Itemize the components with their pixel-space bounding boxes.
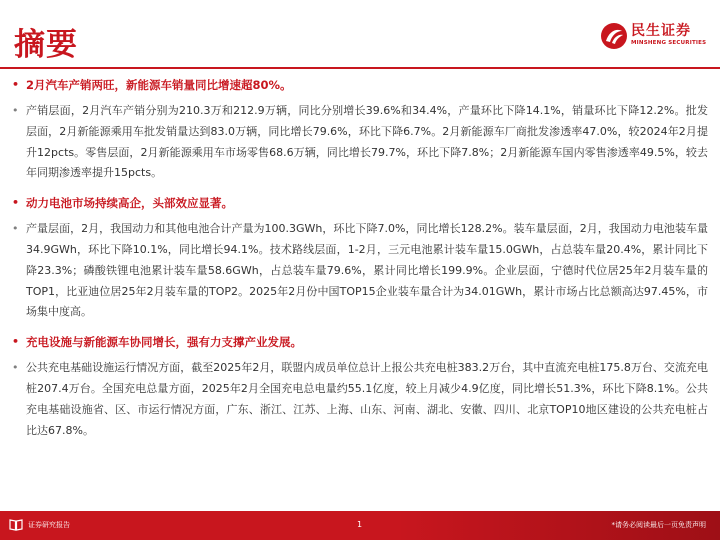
section-heading-charging [12,332,708,352]
body-text: 产量层面，2月，我国动力和其他电池合计产量为100.3GWh，环比下降7.0%，同比增长128.2%。装车量层面，2月，我国动力电池装车量34.9GWh，环比下降10.1%，同比增长94.1%。技术路线层面，1-2月，三元电池累计装车量15.0GWh，占总装车量20.4%，累计同比下降23.3%；磷酸铁锂电池累计装车量58.6GWh，占总装车量79.6%，累计同比增长199.9%。企业层面，宁德时代位居25年2月装车量的TOP1，比亚迪位居25年2月装车量的TOP2。2025年2月份中国TOP15企业装车量合计为34.01GWh，累计市场占比总额高达97.45%，市场集中度高。 [26,222,708,319]
bullet: • [12,222,19,236]
logo-english-name: MINSHENG SECURITIES [631,40,707,46]
book-icon [9,519,23,531]
bullet: • [12,335,20,349]
section-body-auto-sales [12,101,708,184]
disclaimer-note: *请务必阅读最后一页免责声明 [611,521,706,529]
header-divider [0,67,720,69]
footer-bar [0,511,720,540]
logo-chinese-name: 民生证券 [631,23,691,39]
report-type-label: 证券研究报告 [28,521,70,529]
bullet: • [12,78,20,91]
section-body-battery [12,219,708,323]
heading-text: 2月汽车产销两旺，新能源车销量同比增速超80%。 [26,78,292,92]
bullet: • [12,104,19,117]
summary-content [12,75,708,450]
heading-text: 动力电池市场持续高企，头部效应显著。 [26,196,233,211]
section-body-charging [12,358,708,441]
body-text: 产销层面，2月汽车产销分别为210.3万和212.9万辆，同比分别增长39.6%和34.4%，产量环比下降14.1%，销量环比下降12.2%。批发层面，2月新能源乘用车批发销量达到83.0万辆，同比增长79.6%，环比下降6.7%。2月新能源车厂商批发渗透率47.0%，较2024年2月提升12pcts。零售层面，2月新能源乘用车市场零售68.6万辆，同比增长79.7%，环比下降7.8%；2月新能源车国内零售渗透率49.5%，较去年同期渗透率提升15pcts。 [26,104,708,180]
section-heading-auto-sales [12,75,708,95]
page-number: 1 [357,520,363,529]
page-title: 摘要 [14,27,78,63]
body-text: 公共充电基础设施运行情况方面，截至2025年2月，联盟内成员单位总计上报公共充电桩383.2万台，其中直流充电桩175.8万台、交流充电桩207.4万台。全国充电总量方面，2025年2月全国充电总电量约55.1亿度，较上月减少4.9亿度，同比增长51.3%，环比下降8.1%。公共充电基础设施省、区、市运行情况方面，广东、浙江、江苏、上海、山东、河南、湖北、安徽、四川、北京TOP10地区建设的公共充电桩占比达67.8%。 [26,361,708,437]
brand-logo [600,18,712,58]
bullet: • [12,361,19,375]
section-heading-battery [12,193,708,213]
minsheng-logo-icon [600,22,628,50]
bullet: • [12,196,20,210]
heading-text: 充电设施与新能源车协同增长，强有力支撑产业发展。 [26,335,302,350]
